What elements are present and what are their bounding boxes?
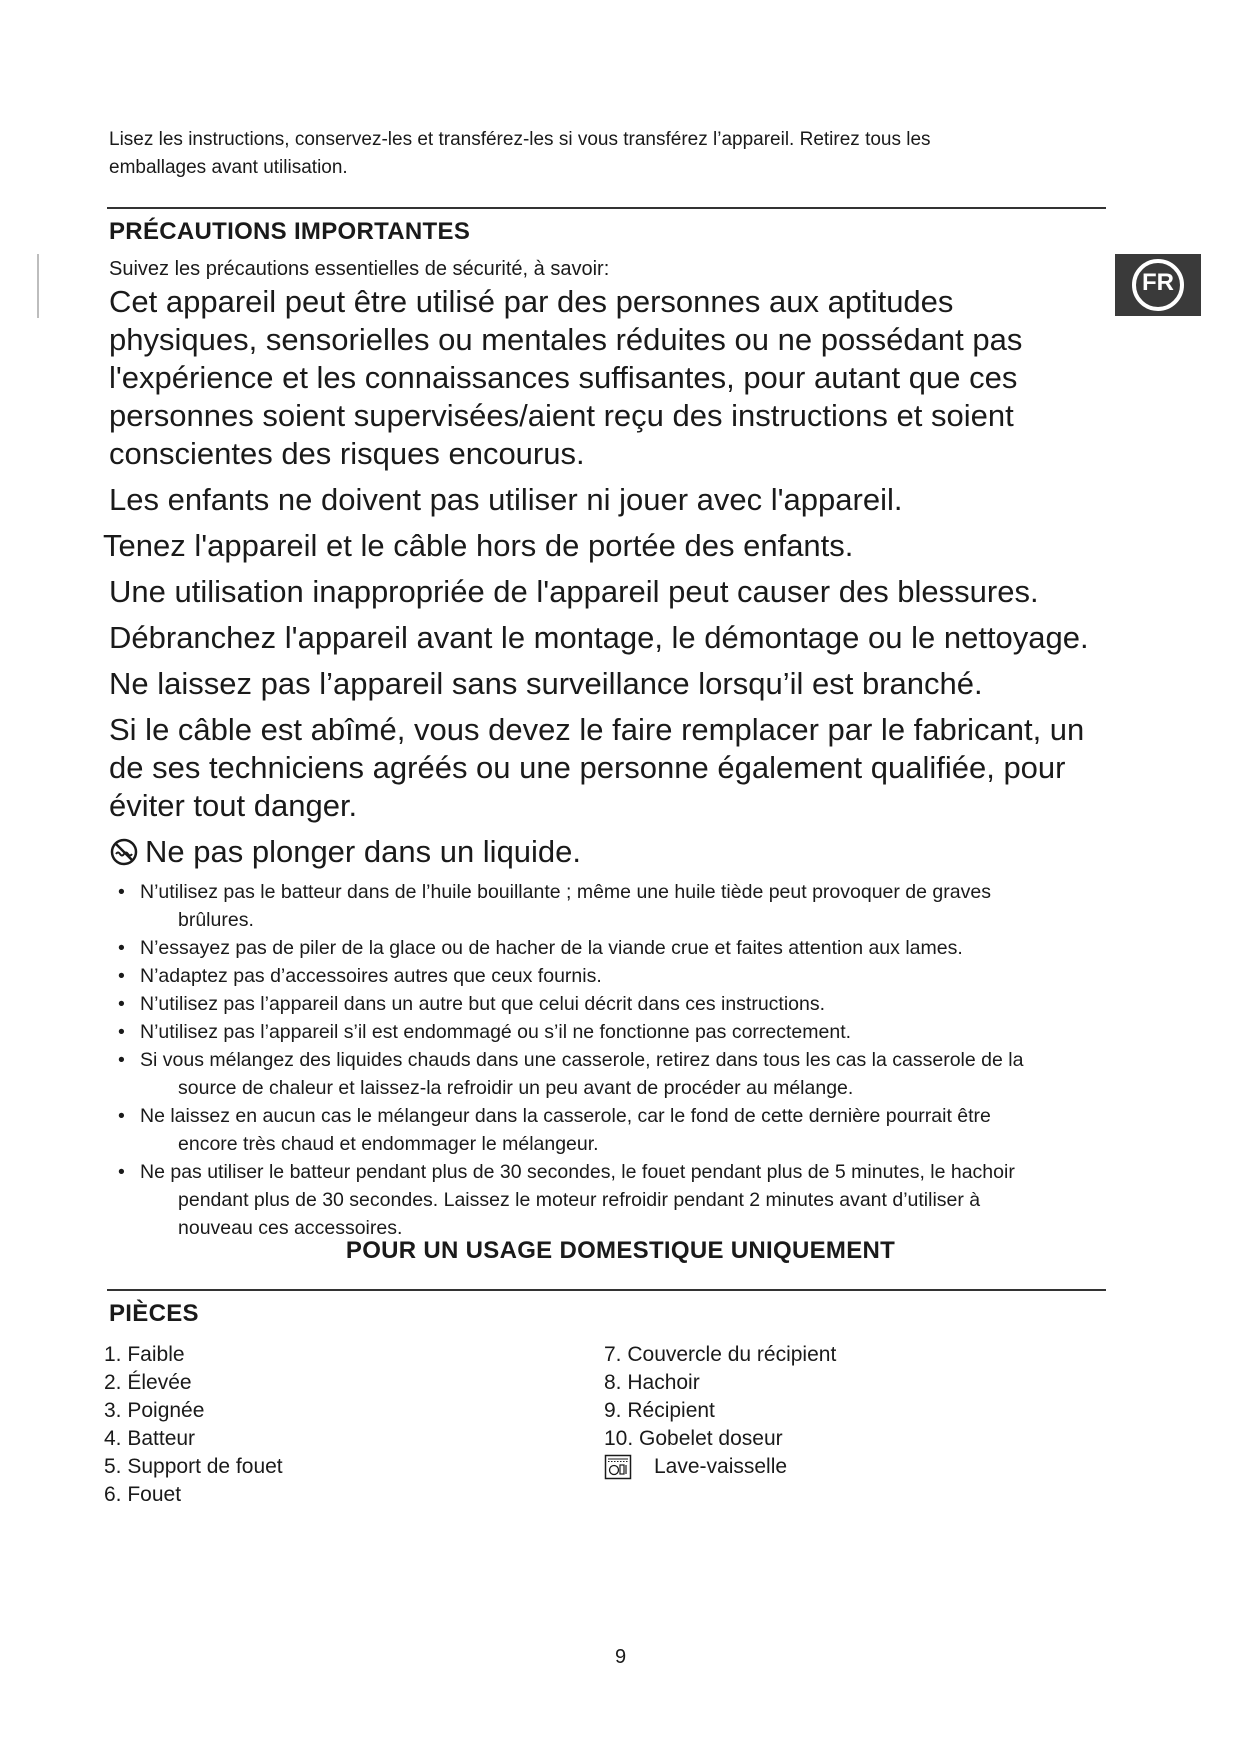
- list-item: 8. Hachoir: [604, 1371, 700, 1394]
- bullet-text: Ne laissez en aucun cas le mélangeur dans la casserole, car le fond de cette dernière pourrait être: [140, 1105, 991, 1127]
- bullet-text: nouveau ces accessoires.: [178, 1217, 403, 1239]
- list-item: • N’utilisez pas le batteur dans de l’huile bouillante ; même une huile tiède peut provoquer de graves brûlures.: [118, 878, 1068, 934]
- intro-line: emballages avant utilisation.: [109, 157, 348, 178]
- page-number: 9: [614, 1646, 627, 1668]
- dishwasher-icon: [604, 1454, 632, 1480]
- language-badge: [1115, 254, 1201, 316]
- bullet-text: source de chaleur et laissez-la refroidir un peu avant de procéder au mélange.: [178, 1077, 854, 1099]
- no-immersion-icon: [109, 837, 139, 867]
- precautions-subtitle: Suivez les précautions essentielles de sécurité, à savoir:: [109, 258, 610, 280]
- dishwasher-label: Lave-vaisselle: [654, 1455, 788, 1478]
- bullet-text: encore très chaud et endommager le mélangeur.: [178, 1133, 599, 1155]
- parts-list-left: [104, 1341, 283, 1509]
- safety-warnings: [103, 283, 1099, 879]
- intro-text: [109, 126, 1029, 182]
- bullet-text: N’adaptez pas d’accessoires autres que ceux fournis.: [140, 965, 602, 987]
- list-item: • N’adaptez pas d’accessoires autres que ceux fournis.: [118, 965, 602, 987]
- section-divider: [107, 1289, 1106, 1291]
- list-item: 9. Récipient: [604, 1399, 715, 1422]
- list-item: 10. Gobelet doseur: [604, 1427, 783, 1450]
- domestic-use-notice: POUR UN USAGE DOMESTIQUE UNIQUEMENT: [345, 1237, 896, 1264]
- parts-title: PIÈCES: [109, 1300, 199, 1327]
- list-item: 1. Faible: [104, 1343, 185, 1366]
- list-item: • Ne laissez en aucun cas le mélangeur dans la casserole, car le fond de cette dernière pourrait être encore très chaud et endommager le mélangeur.: [118, 1102, 1068, 1158]
- warning-text: Si le câble est abîmé, vous devez le faire remplacer par le fabricant, un de ses techniciens agréés ou une personne également qualifiée, pour éviter tout danger.: [109, 712, 1085, 823]
- warning-text: Les enfants ne doivent pas utiliser ni jouer avec l'appareil.: [109, 482, 903, 517]
- list-item: • Si vous mélangez des liquides chauds dans une casserole, retirez dans tous les cas la casserole de la source de chaleur et laissez-la refroidir un peu avant de procéder au mélange.: [118, 1046, 1068, 1102]
- section-divider: [107, 207, 1106, 209]
- list-item: • N’essayez pas de piler de la glace ou de hacher de la viande crue et faites attention aux lames.: [118, 937, 963, 959]
- bullet-text: N’essayez pas de piler de la glace ou de hacher de la viande crue et faites attention aux lames.: [140, 937, 963, 959]
- warning-text: Cet appareil peut être utilisé par des personnes aux aptitudes physiques, sensorielles ou mentales réduites ou ne possédant pas l'expérience et les connaissances suffisantes, pour autant que ces personnes soient supervisées/aient reçu des instructions et soient conscientes des risques encourus.: [109, 284, 1023, 471]
- list-item: 5. Support de fouet: [104, 1455, 283, 1478]
- list-item: • Ne pas utiliser le batteur pendant plus de 30 secondes, le fouet pendant plus de 5 minutes, le hachoir pendant plus de 30 secondes. Laissez le moteur refroidir pendant 2 minutes avant d’utiliser à nouveau ces accessoires.: [118, 1158, 1068, 1242]
- precaution-bullet-list: [118, 878, 1068, 1242]
- intro-line: Lisez les instructions, conservez-les et transférez-les si vous transférez l’appareil. Retirez tous les: [109, 129, 931, 150]
- language-badge-label: FR: [1142, 269, 1174, 296]
- list-item: 2. Élevée: [104, 1371, 192, 1394]
- list-item: 7. Couvercle du récipient: [604, 1343, 837, 1366]
- no-immersion-label: Ne pas plonger dans un liquide.: [145, 834, 582, 869]
- bullet-text: Ne pas utiliser le batteur pendant plus de 30 secondes, le fouet pendant plus de 5 minutes, le hachoir: [140, 1161, 1015, 1183]
- bullet-text: N’utilisez pas le batteur dans de l’huile bouillante ; même une huile tiède peut provoquer de graves: [140, 881, 991, 903]
- parts-list-right: [604, 1341, 836, 1481]
- list-item: • N’utilisez pas l’appareil dans un autre but que celui décrit dans ces instructions.: [118, 993, 826, 1015]
- list-item: 4. Batteur: [104, 1427, 196, 1450]
- list-item: 3. Poignée: [104, 1399, 205, 1422]
- warning-text: Ne laissez pas l’appareil sans surveillance lorsqu’il est branché.: [109, 666, 983, 701]
- bullet-text: brûlures.: [178, 909, 254, 931]
- list-item: • N’utilisez pas l’appareil s’il est endommagé ou s’il ne fonctionne pas correctement.: [118, 1021, 852, 1043]
- warning-text: Débranchez l'appareil avant le montage, le démontage ou le nettoyage.: [109, 620, 1089, 655]
- warning-text: Une utilisation inappropriée de l'appareil peut causer des blessures.: [109, 574, 1039, 609]
- precautions-title: PRÉCAUTIONS IMPORTANTES: [109, 218, 471, 245]
- warning-text: Tenez l'appareil et le câble hors de portée des enfants.: [103, 528, 854, 563]
- list-item: 6. Fouet: [104, 1483, 182, 1506]
- scan-edge-line: [37, 254, 39, 318]
- bullet-text: Si vous mélangez des liquides chauds dans une casserole, retirez dans tous les cas la casserole de la: [140, 1049, 1024, 1071]
- dishwasher-item: [604, 1453, 836, 1481]
- no-immersion-warning: [109, 833, 1099, 871]
- bullet-text: pendant plus de 30 secondes. Laissez le moteur refroidir pendant 2 minutes avant d’utiliser à: [178, 1189, 981, 1211]
- bullet-text: N’utilisez pas l’appareil dans un autre but que celui décrit dans ces instructions.: [140, 993, 826, 1015]
- bullet-text: N’utilisez pas l’appareil s’il est endommagé ou s’il ne fonctionne pas correctement.: [140, 1021, 852, 1043]
